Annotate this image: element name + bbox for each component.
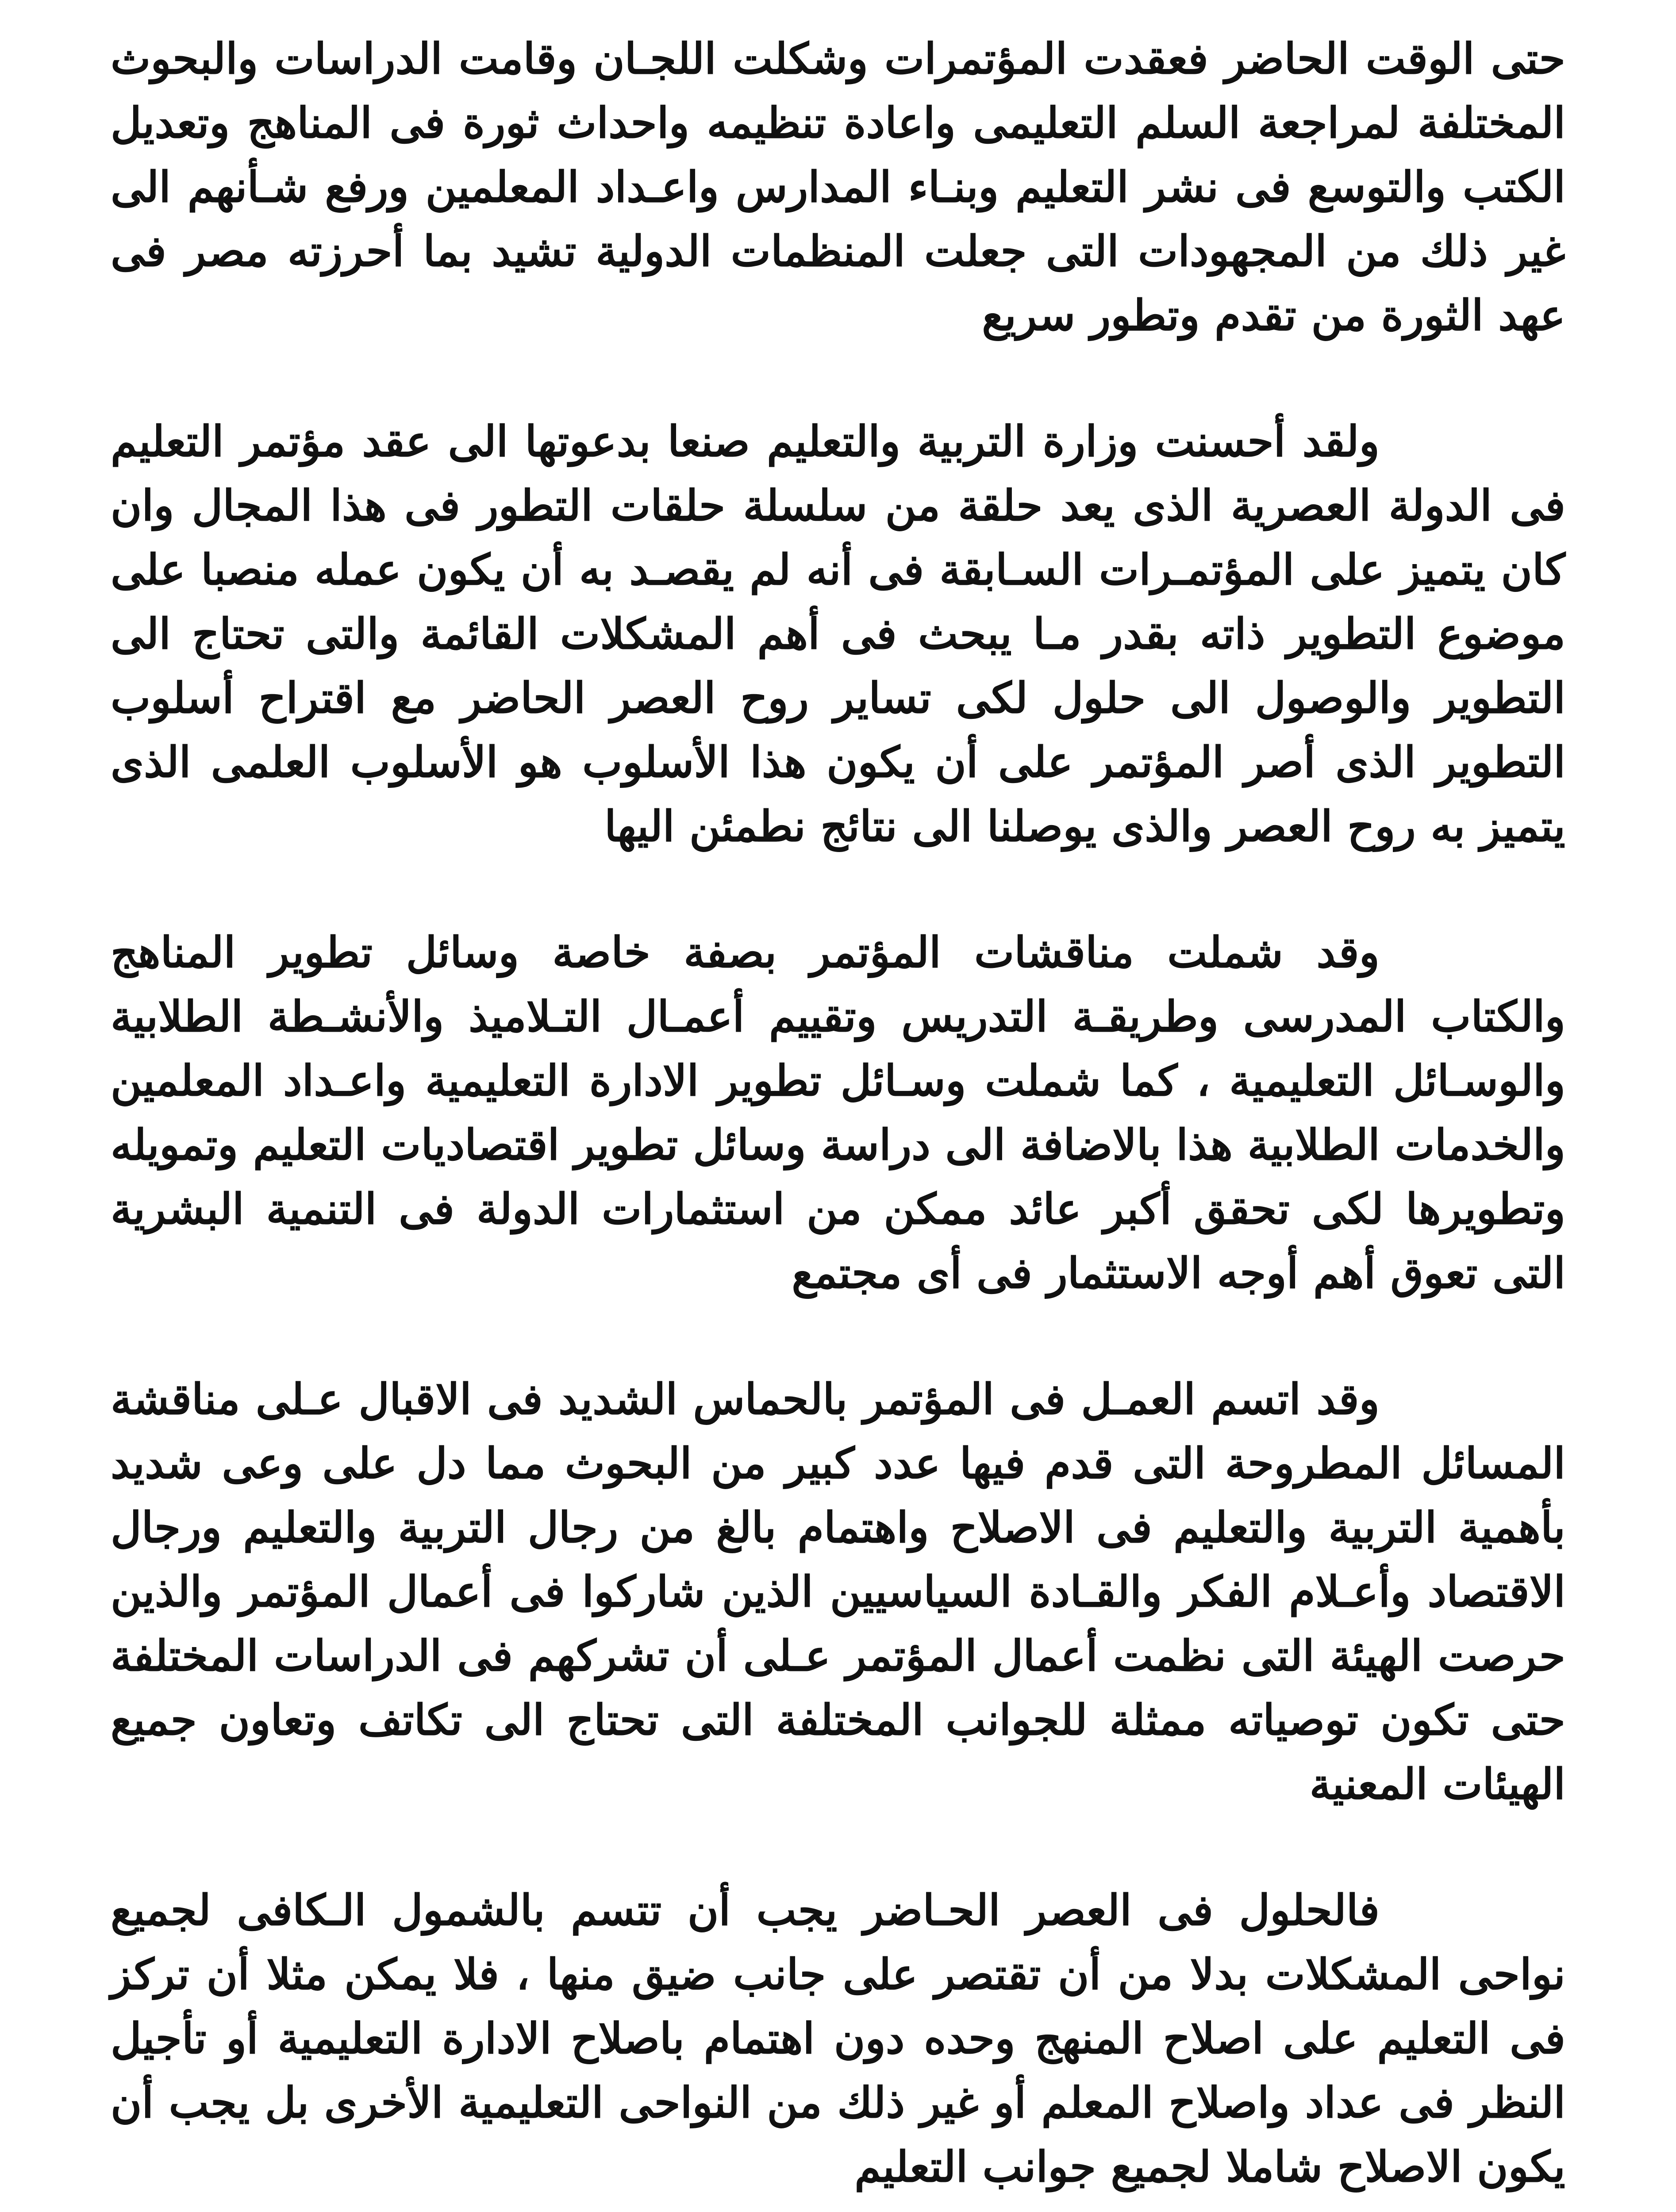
body-text: [111, 27, 1565, 2212]
paragraph-3: وقد شملت مناقشات المؤتمر بصفة خاصة وسائل تطوير المناهج والكتاب المدرسى وطريقـة التدريس وتقييم أعمـال التـلاميذ والأنشـطة الطلابية والوسـائل التعليمية ، كما شملت وسـائل تطوير الادارة التعليمية واعـداد المعلمين والخدمات الطلابية هذا بالاضافة الى دراسة وسائل تطوير اقتصاديات التعليم وتمويله وتطويرها لكى تحقق أكبر عائد ممكن من استثمارات الدولة فى التنمية البشرية التى تعوق أهم أوجه الاستثمار فى أى مجتمع: [111, 927, 1565, 1298]
paragraph-4: وقد اتسم العمـل فى المؤتمر بالحماس الشديد فى الاقبال عـلى مناقشة المسائل المطروحة التى قدم فيها عدد كبير من البحوث مما دل على وعى شديد بأهمية التربية والتعليم فى الاصلاح واهتمام بالغ من رجال التربية والتعليم ورجال الاقتصاد وأعـلام الفكر والقـادة السياسيين الذين شاركوا فى أعمال المؤتمر والذين حرصت الهيئة التى نظمت أعمال المؤتمر عـلى أن تشركهم فى الدراسات المختلفة حتى تكون توصياته ممثلة للجوانب المختلفة التى تحتاج الى تكاتف وتعاون جميع الهيئات المعنية: [111, 1374, 1565, 1809]
paragraph-1: حتى الوقت الحاضر فعقدت المؤتمرات وشكلت اللجـان وقامت الدراسات والبحوث المختلفة لمراجعة السلم التعليمى واعادة تنظيمه واحداث ثورة فى المناهج وتعديل الكتب والتوسع فى نشر التعليم وبنـاء المدارس واعـداد المعلمين ورفع شـأنهم الى غير ذلك من المجهودات التى جعلت المنظمات الدولية تشيد بما أحرزته مصر فى عهد الثورة من تقدم وتطور سريع: [111, 34, 1565, 340]
paragraph-2: ولقد أحسنت وزارة التربية والتعليم صنعا بدعوتها الى عقد مؤتمر التعليم فى الدولة العصرية الذى يعد حلقة من سلسلة حلقات التطور فى هذا المجال وان كان يتميز على المؤتمـرات السـابقة فى أنه لم يقصـد به أن يكون عمله منصبا على موضوع التطوير ذاته بقدر مـا يبحث فى أهم المشكلات القائمة والتى تحتاج الى التطوير والوصول الى حلول لكى تساير روح العصر الحاضر مع اقتراح أسلوب التطوير الذى أصر المؤتمر على أن يكون هذا الأسلوب هو الأسلوب العلمى الذى يتميز به روح العصر والذى يوصلنا الى نتائج نطمئن اليها: [111, 416, 1565, 851]
paragraph-5: فالحلول فى العصر الحـاضر يجب أن تتسم بالشمول الـكافى لجميع نواحى المشكلات بدلا من أن تقتصر على جانب ضيق منها ، فلا يمكن مثلا أن تركز فى التعليم على اصلاح المنهج وحده دون اهتمام باصلاح الادارة التعليمية أو تأجيل النظر فى عداد واصلاح المعلم أو غير ذلك من النواحى التعليمية الأخرى بل يجب أن يكون الاصلاح شاملا لجميع جوانب التعليم: [111, 1885, 1565, 2192]
